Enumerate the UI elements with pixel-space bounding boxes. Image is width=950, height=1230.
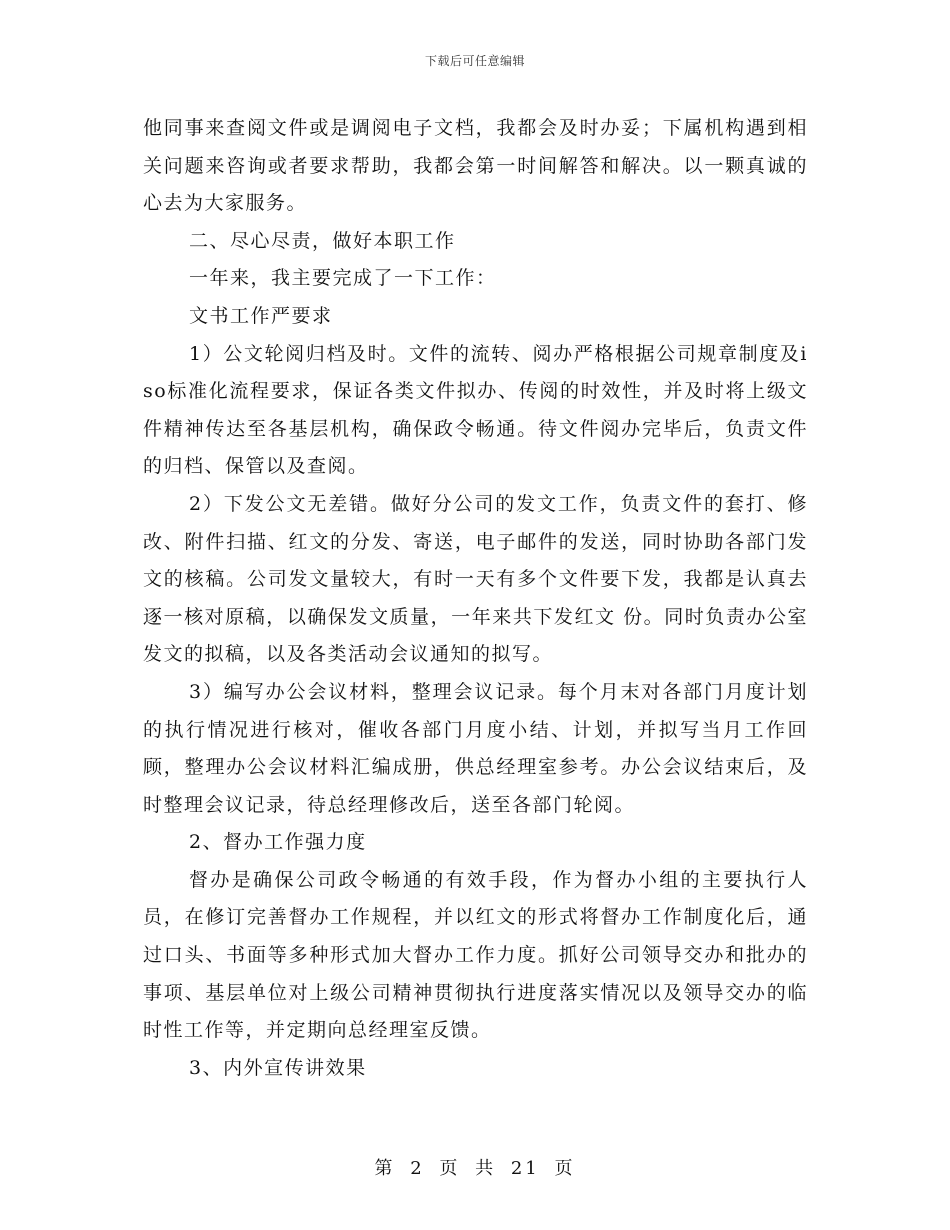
document-body: [143, 110, 808, 1087]
subsection-heading: 3、内外宣传讲效果: [189, 1056, 367, 1079]
subsection-heading: 文书工作严要求: [189, 304, 333, 327]
subsection-heading: 2、督办工作强力度: [189, 831, 367, 854]
page-header: 下载后可任意编辑: [424, 54, 525, 68]
paragraph: 督办是确保公司政令畅通的有效手段，作为督办小组的主要执行人员，在修订完善督办工作规程，并以红文的形式将督办工作制度化后，通过口头、书面等多种形式加大督办工作力度。抓好公司领导交办和批办的事项、基层单位对上级公司精神贯彻执行进度落实情况以及领导交办的临时性工作等，并定期向总经理室反馈。: [143, 868, 808, 1042]
paragraph: 3）编写办公会议材料，整理会议记录。每个月末对各部门月度计划的执行情况进行核对，催收各部门月度小结、计划，并拟写当月工作回顾，整理办公会议材料汇编成册，供总经理室参考。办公会议结束后，及时整理会议记录，待总经理修改后，送至各部门轮阅。: [143, 680, 808, 816]
paragraph: 一年来，我主要完成了一下工作：: [189, 267, 497, 290]
paragraph: 2）下发公文无差错。做好分公司的发文工作，负责文件的套打、修改、附件扫描、红文的分发、寄送，电子邮件的发送，同时协助各部门发文的核稿。公司发文量较大，有时一天有多个文件要下发，我都是认真去逐一核对原稿，以确保发文质量，一年来共下发红文 份。同时负责办公室发文的拟稿，以及各类活动会议通知的拟写。: [143, 492, 808, 666]
paragraph: 他同事来查阅文件或是调阅电子文档，我都会及时办妥；下属机构遇到相关问题来咨询或者要求帮助，我都会第一时间解答和解决。以一颗真诚的心去为大家服务。: [143, 117, 808, 215]
page-number: 第 2 页 共 21 页: [374, 1158, 576, 1179]
section-heading: 二、尽心尽责，做好本职工作: [189, 229, 456, 252]
paragraph: 1）公文轮阅归档及时。文件的流转、阅办严格根据公司规章制度及iso标准化流程要求，保证各类文件拟办、传阅的时效性，并及时将上级文件精神传达至各基层机构，确保政令畅通。待文件阅办完毕后，负责文件的归档、保管以及查阅。: [143, 342, 808, 478]
